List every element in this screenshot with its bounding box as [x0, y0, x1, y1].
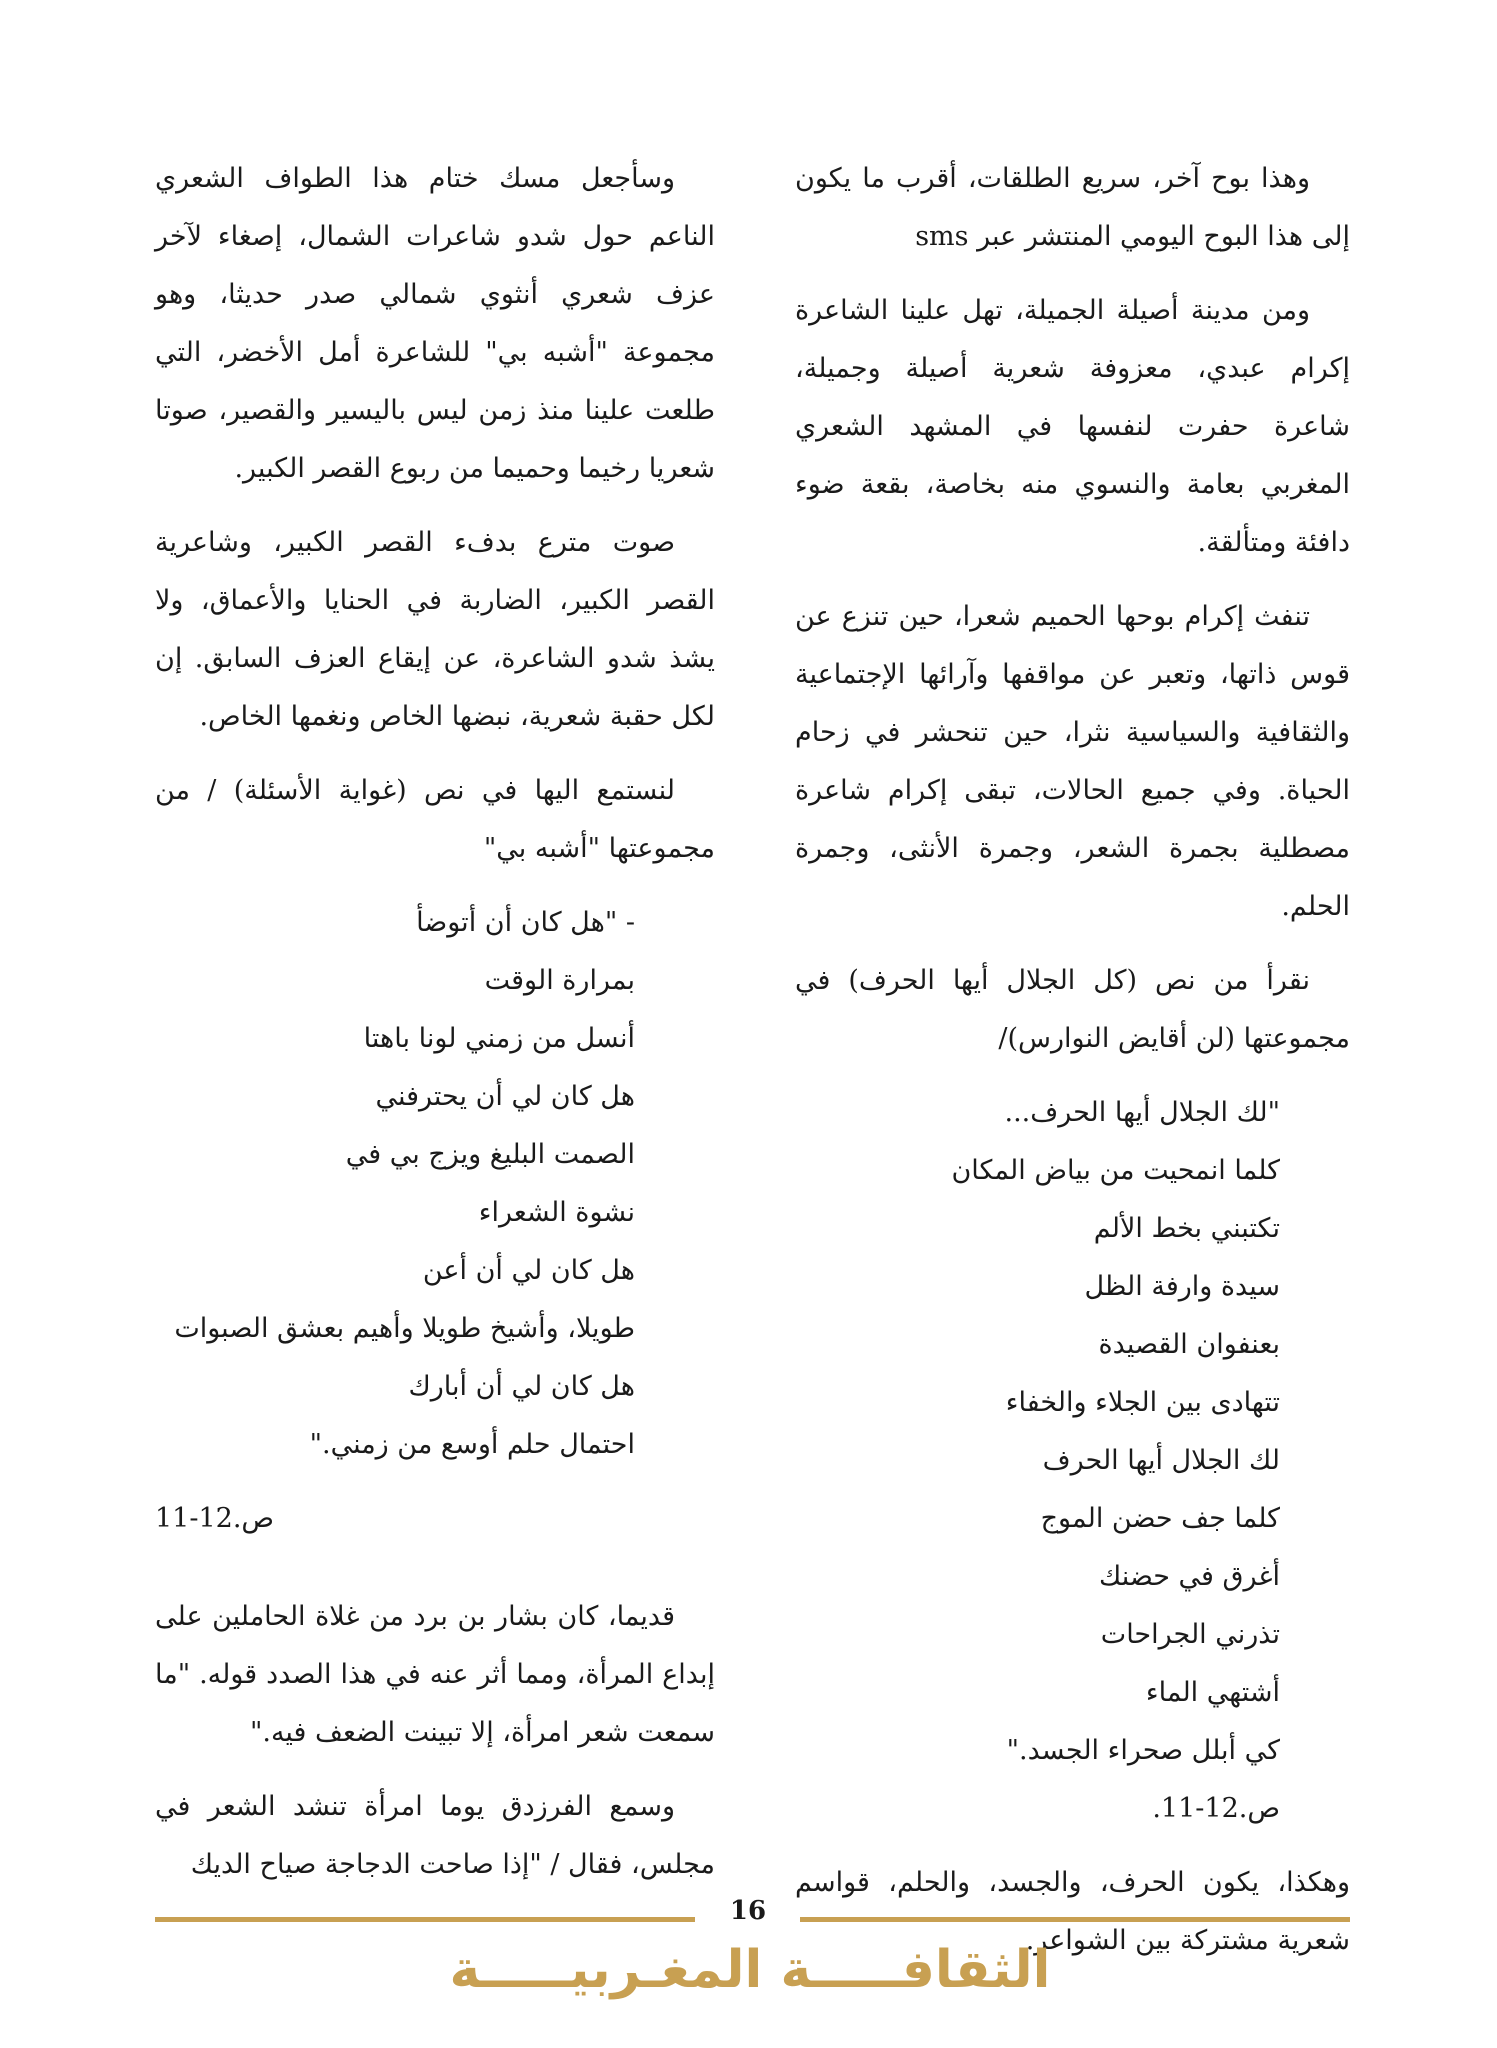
paragraph: وسأجعل مسك ختام هذا الطواف الشعري الناعم حول شدو شاعرات الشمال، إصغاء لآخر عزف شعري أنثوي شمالي صدر حديثا، وهو مجموعة "أشبه بي" للشاعرة أمل الأخضر، التي طلعت علينا منذ زمن ليس باليسير والقصير، صوتا شعريا رخيما وحميما من ربوع القصر الكبير. [155, 163, 715, 484]
paragraph: لنستمع اليها في نص (غواية الأسئلة) / من مجموعتها "أشبه بي" [155, 775, 715, 864]
poem-line: بمرارة الوقت [484, 965, 635, 996]
poem-line: - "هل كان أن أتوضأ [416, 907, 635, 938]
poem-line: تذرني الجراحات [1100, 1619, 1280, 1650]
right-column [795, 150, 1350, 1986]
poem-line: كلما جف حضن الموج [1040, 1503, 1280, 1534]
poem-line: احتمال حلم أوسع من زمني." [309, 1429, 635, 1460]
page-reference: ص.12-11. [1152, 1793, 1280, 1824]
poem-line: الصمت البليغ ويزج بي في [345, 1139, 635, 1170]
paragraph: قديما، كان بشار بن برد من غلاة الحاملين على إبداع المرأة، ومما أثر عنه في هذا الصدد قوله. "ما سمعت شعر امرأة، إلا تبينت الضعف فيه." [155, 1601, 715, 1748]
poem-line: تكتبني بخط الألم [1093, 1213, 1280, 1244]
poem-line: نشوة الشعراء [478, 1197, 635, 1228]
poem-line: تتهادى بين الجلاء والخفاء [1005, 1387, 1280, 1418]
poem-line: كي أبلل صحراء الجسد." [1006, 1735, 1280, 1766]
poem-line: "لك الجلال أيها الحرف... [1004, 1097, 1280, 1128]
paragraph: نقرأ من نص (كل الجلال أيها الحرف) في مجموعتها (لن أقايض النوارس)/ [795, 965, 1350, 1054]
poem-line: هل كان لي أن يحترفني [375, 1081, 635, 1112]
footer-divider-left [155, 1917, 695, 1922]
poem-excerpt [155, 894, 715, 1474]
poem-line: أغرق في حضنك [1098, 1561, 1280, 1592]
poem-line: أشتهي الماء [1145, 1677, 1280, 1708]
poem-line: كلما انمحيت من بياض المكان [951, 1155, 1280, 1186]
paragraph: صوت مترع بدفء القصر الكبير، وشاعرية القصر الكبير، الضاربة في الحنايا والأعماق، ولا يشذ شدو الشاعرة، عن إيقاع العزف السابق. إن لكل حقبة شعرية، نبضها الخاص ونغمها الخاص. [155, 527, 715, 732]
poem-line: بعنفوان القصيدة [1098, 1329, 1280, 1360]
poem-line: أنسل من زمني لونا باهتا [363, 1023, 635, 1054]
left-column [155, 150, 715, 1910]
paragraph: وسمع الفرزدق يوما امرأة تنشد الشعر في مجلس، فقال / "إذا صاحت الدجاجة صياح الديك [155, 1791, 715, 1880]
page-number: 16 [729, 1896, 767, 1926]
poem-line: سيدة وارفة الظل [1084, 1271, 1280, 1302]
paragraph: ومن مدينة أصيلة الجميلة، تهل علينا الشاعرة إكرام عبدي، معزوفة شعرية أصيلة وجميلة، شاعرة حفرت لنفسها في المشهد الشعري المغربي بعامة والنسوي منه بخاصة، بقعة ضوء دافئة ومتألقة. [795, 295, 1350, 558]
poem-excerpt [795, 1084, 1350, 1838]
magazine-title: الثقافـــــة المغـربيـــــة [449, 1940, 1051, 2000]
spacer [155, 1548, 715, 1588]
paragraph: تنفث إكرام بوحها الحميم شعرا، حين تنزع عن قوس ذاتها، وتعبر عن مواقفها وآرائها الإجتماعية والثقافية والسياسية نثرا، حين تنحشر في زحام الحياة. وفي جميع الحالات، تبقى إكرام شاعرة مصطلية بجمرة الشعر، وجمرة الأنثى، وجمرة الحلم. [795, 601, 1350, 922]
poem-line: هل كان لي أن أبارك [408, 1371, 635, 1402]
paragraph: وهذا بوح آخر، سريع الطلقات، أقرب ما يكون إلى هذا البوح اليومي المنتشر عبر sms [795, 163, 1350, 252]
poem-line: لك الجلال أيها الحرف [1042, 1445, 1280, 1476]
page-reference: ص.12-11 [155, 1503, 275, 1534]
poem-line: هل كان لي أن أعن [422, 1255, 635, 1286]
poem-line: طويلا، وأشيخ طويلا وأهيم بعشق الصبوات [174, 1313, 635, 1344]
footer-divider-right [800, 1917, 1350, 1922]
paragraph: وهكذا، يكون الحرف، والجسد، والحلم، قواسم شعرية مشتركة بين الشواعر. [795, 1867, 1350, 1956]
